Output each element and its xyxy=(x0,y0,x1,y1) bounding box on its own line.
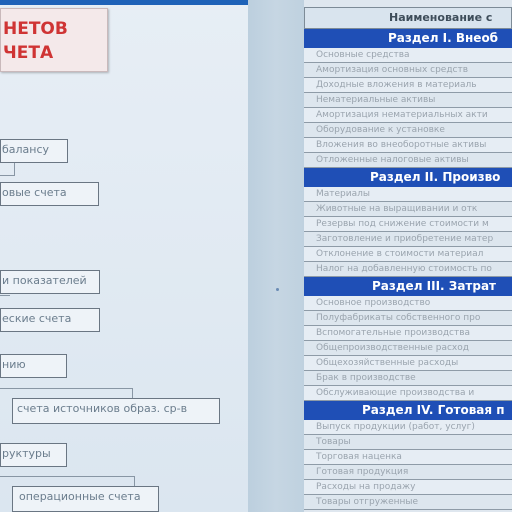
table-row: Отложенные налоговые активы xyxy=(304,153,512,168)
connector-line xyxy=(0,295,10,296)
right-slide xyxy=(304,0,512,512)
section-1-rows xyxy=(304,48,512,168)
connector-line xyxy=(0,388,132,389)
table-row: Основные средства xyxy=(304,48,512,63)
slide-title-line-1: НЕТОВ xyxy=(3,19,68,39)
slide-gap xyxy=(248,0,304,512)
table-row: Расходы на продажу xyxy=(304,480,512,495)
table-row: Доходные вложения в материаль xyxy=(304,78,512,93)
table-row: Животные на выращивании и отк xyxy=(304,202,512,217)
table-row: Нематериальные активы xyxy=(304,93,512,108)
account-box-purpose: нию xyxy=(0,354,67,378)
section-header-1: Раздел I. Внеоб xyxy=(304,29,512,48)
dot-mark xyxy=(276,288,279,291)
table-row: Отклонение в стоимости материал xyxy=(304,247,512,262)
table-row: Торговая наценка xyxy=(304,450,512,465)
section-3-rows xyxy=(304,296,512,401)
table-row: Общехозяйственные расходы xyxy=(304,356,512,371)
account-box-sources: счета источников образ. ср-в xyxy=(12,398,220,424)
table-row: Основное производство xyxy=(304,296,512,311)
table-row: Амортизация нематериальных акти xyxy=(304,108,512,123)
table-row: Общепроизводственные расход xyxy=(304,341,512,356)
connector-line xyxy=(14,163,15,176)
connector-line xyxy=(0,175,14,176)
account-box-indicators: и показателей xyxy=(0,270,100,294)
table-row: Резервы под снижение стоимости м xyxy=(304,217,512,232)
slide-top-strip xyxy=(0,0,248,5)
account-box-balance: балансу xyxy=(0,139,68,163)
table-header: Наименование с xyxy=(304,7,512,29)
account-box-accounts: овые счета xyxy=(0,182,99,206)
table-row: Готовая продукция xyxy=(304,465,512,480)
table-row: Полуфабрикаты собственного про xyxy=(304,311,512,326)
table-row: Вспомогательные производства xyxy=(304,326,512,341)
account-box-operational: операционные счета xyxy=(12,486,159,512)
table-row: Обслуживающие производства и xyxy=(304,386,512,401)
table-row: Налог на добавленную стоимость по xyxy=(304,262,512,277)
table-row: Выпуск продукции (работ, услуг) xyxy=(304,420,512,435)
table-row: Заготовление и приобретение матер xyxy=(304,232,512,247)
table-row: Вложения во внеоборотные активы xyxy=(304,138,512,153)
table-row: Оборудование к установке xyxy=(304,123,512,138)
section-2-rows xyxy=(304,187,512,277)
section-header-2: Раздел II. Произво xyxy=(304,168,512,187)
table-row: Товары xyxy=(304,435,512,450)
table-row: Амортизация основных средств xyxy=(304,63,512,78)
slide-title-line-2: ЧЕТА xyxy=(3,43,54,63)
chart-of-accounts-table xyxy=(304,7,512,510)
connector-line xyxy=(0,476,134,477)
table-row: Брак в производстве xyxy=(304,371,512,386)
table-row: Материалы xyxy=(304,187,512,202)
slide-title-box xyxy=(0,8,108,72)
table-row: Товары отгруженные xyxy=(304,495,512,510)
account-box-economic: еские счета xyxy=(0,308,100,332)
left-slide xyxy=(0,0,248,512)
section-header-3: Раздел III. Затрат xyxy=(304,277,512,296)
section-header-4: Раздел IV. Готовая п xyxy=(304,401,512,420)
section-4-rows xyxy=(304,420,512,510)
account-box-structure: руктуры xyxy=(0,443,67,467)
